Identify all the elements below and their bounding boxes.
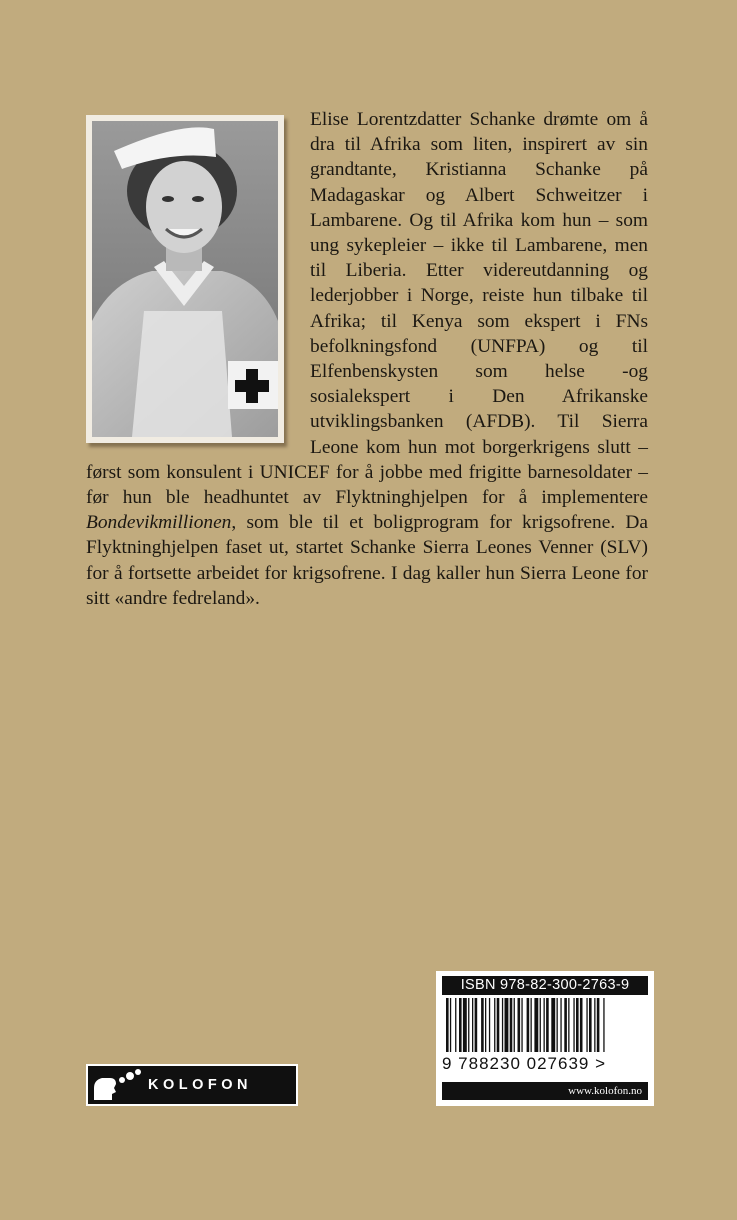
barcode-digits: 9 788230 027639 > [442, 1054, 607, 1073]
barcode-stripe [540, 998, 541, 1052]
barcode-stripe [518, 998, 521, 1052]
bio-italic-title: Bondevikmillionen [86, 512, 232, 534]
barcode-stripe [463, 998, 467, 1052]
barcode-stripe [510, 998, 513, 1052]
barcode-stripe [489, 998, 490, 1052]
barcode-stripe [568, 998, 569, 1052]
barcode-stripe [494, 998, 495, 1052]
barcode-stripe [576, 998, 579, 1052]
publisher-name: KOLOFON [148, 1077, 252, 1093]
barcode-stripe [573, 998, 574, 1052]
barcode-stripe [594, 998, 595, 1052]
barcode-stripe [472, 998, 473, 1052]
isbn-barcode-box [436, 971, 654, 1106]
barcode-stripe [564, 998, 567, 1052]
barcode-stripe [459, 998, 462, 1052]
publisher-logo-panel [88, 1066, 296, 1104]
barcode-stripe [589, 998, 592, 1052]
barcode-stripe [534, 998, 538, 1052]
barcode-stripe [450, 998, 451, 1052]
barcode-stripe [527, 998, 530, 1052]
bio-text [86, 107, 648, 611]
barcode-stripe [497, 998, 500, 1052]
barcode-stripe [521, 998, 522, 1052]
barcode-stripe [597, 998, 600, 1052]
bio-paragraph-part2: , som ble til et boligprogram for krigsofrene. Da Flyktninghjelpen faset ut, startet Schanke Sierra Leones Venner (SLV) for å fortsette arbeidet for krigsofrene. I dag kaller hun Sierra Leone for sitt «andre fedreland». [86, 512, 648, 609]
publisher-url: www.kolofon.no [442, 1082, 648, 1100]
barcode-stripe [551, 998, 555, 1052]
barcode-stripe [580, 998, 583, 1052]
isbn-label: ISBN 978-82-300-2763-9 [442, 976, 648, 995]
barcode-stripe [514, 998, 515, 1052]
barcode-stripe [475, 998, 478, 1052]
publisher-logo [86, 1064, 298, 1106]
barcode-stripe [531, 998, 532, 1052]
barcode-stripe [544, 998, 545, 1052]
barcode-stripe [468, 998, 469, 1052]
barcode-stripe [481, 998, 484, 1052]
barcode-image [442, 998, 648, 1054]
kolofon-head-icon [88, 1066, 146, 1104]
barcode-stripe [603, 998, 604, 1052]
barcode-stripe [546, 998, 549, 1052]
barcode-stripe [586, 998, 587, 1052]
barcode-stripe [455, 998, 456, 1052]
barcode-stripe [560, 998, 561, 1052]
barcode-stripe [485, 998, 486, 1052]
barcode-stripe [505, 998, 509, 1052]
barcode-stripe [502, 998, 503, 1052]
barcode-stripe [557, 998, 558, 1052]
photo-wrap-spacer [86, 107, 310, 449]
barcode-stripe [446, 998, 449, 1052]
bio-paragraph-part1: Elise Lorentzdatter Schanke drømte om å dra til Afrika som liten, inspirert av sin grandtante, Kristianna Schanke på Madagaskar og Albert Schweitzer i Lambarene. Og til Afrika kom hun – som ung sykepleier – ikke til Lambarene, men til Liberia. Etter videreutdanning og lederjobber i Norge, reiste hun tilbake til Afrika; til Kenya som ekspert i FNs befolkningsfond (UNFPA) og til Elfenbenskysten som helse -og sosialekspert i Den Afrikanske utviklingsbanken (AFDB). Til Sierra Leone kom hun mot borgerkrigens slutt – først som konsulent i UNICEF for å jobbe med frigitte barnesoldater – før hun ble headhuntet av Flyktninghjelpen for å implementere [86, 109, 648, 509]
